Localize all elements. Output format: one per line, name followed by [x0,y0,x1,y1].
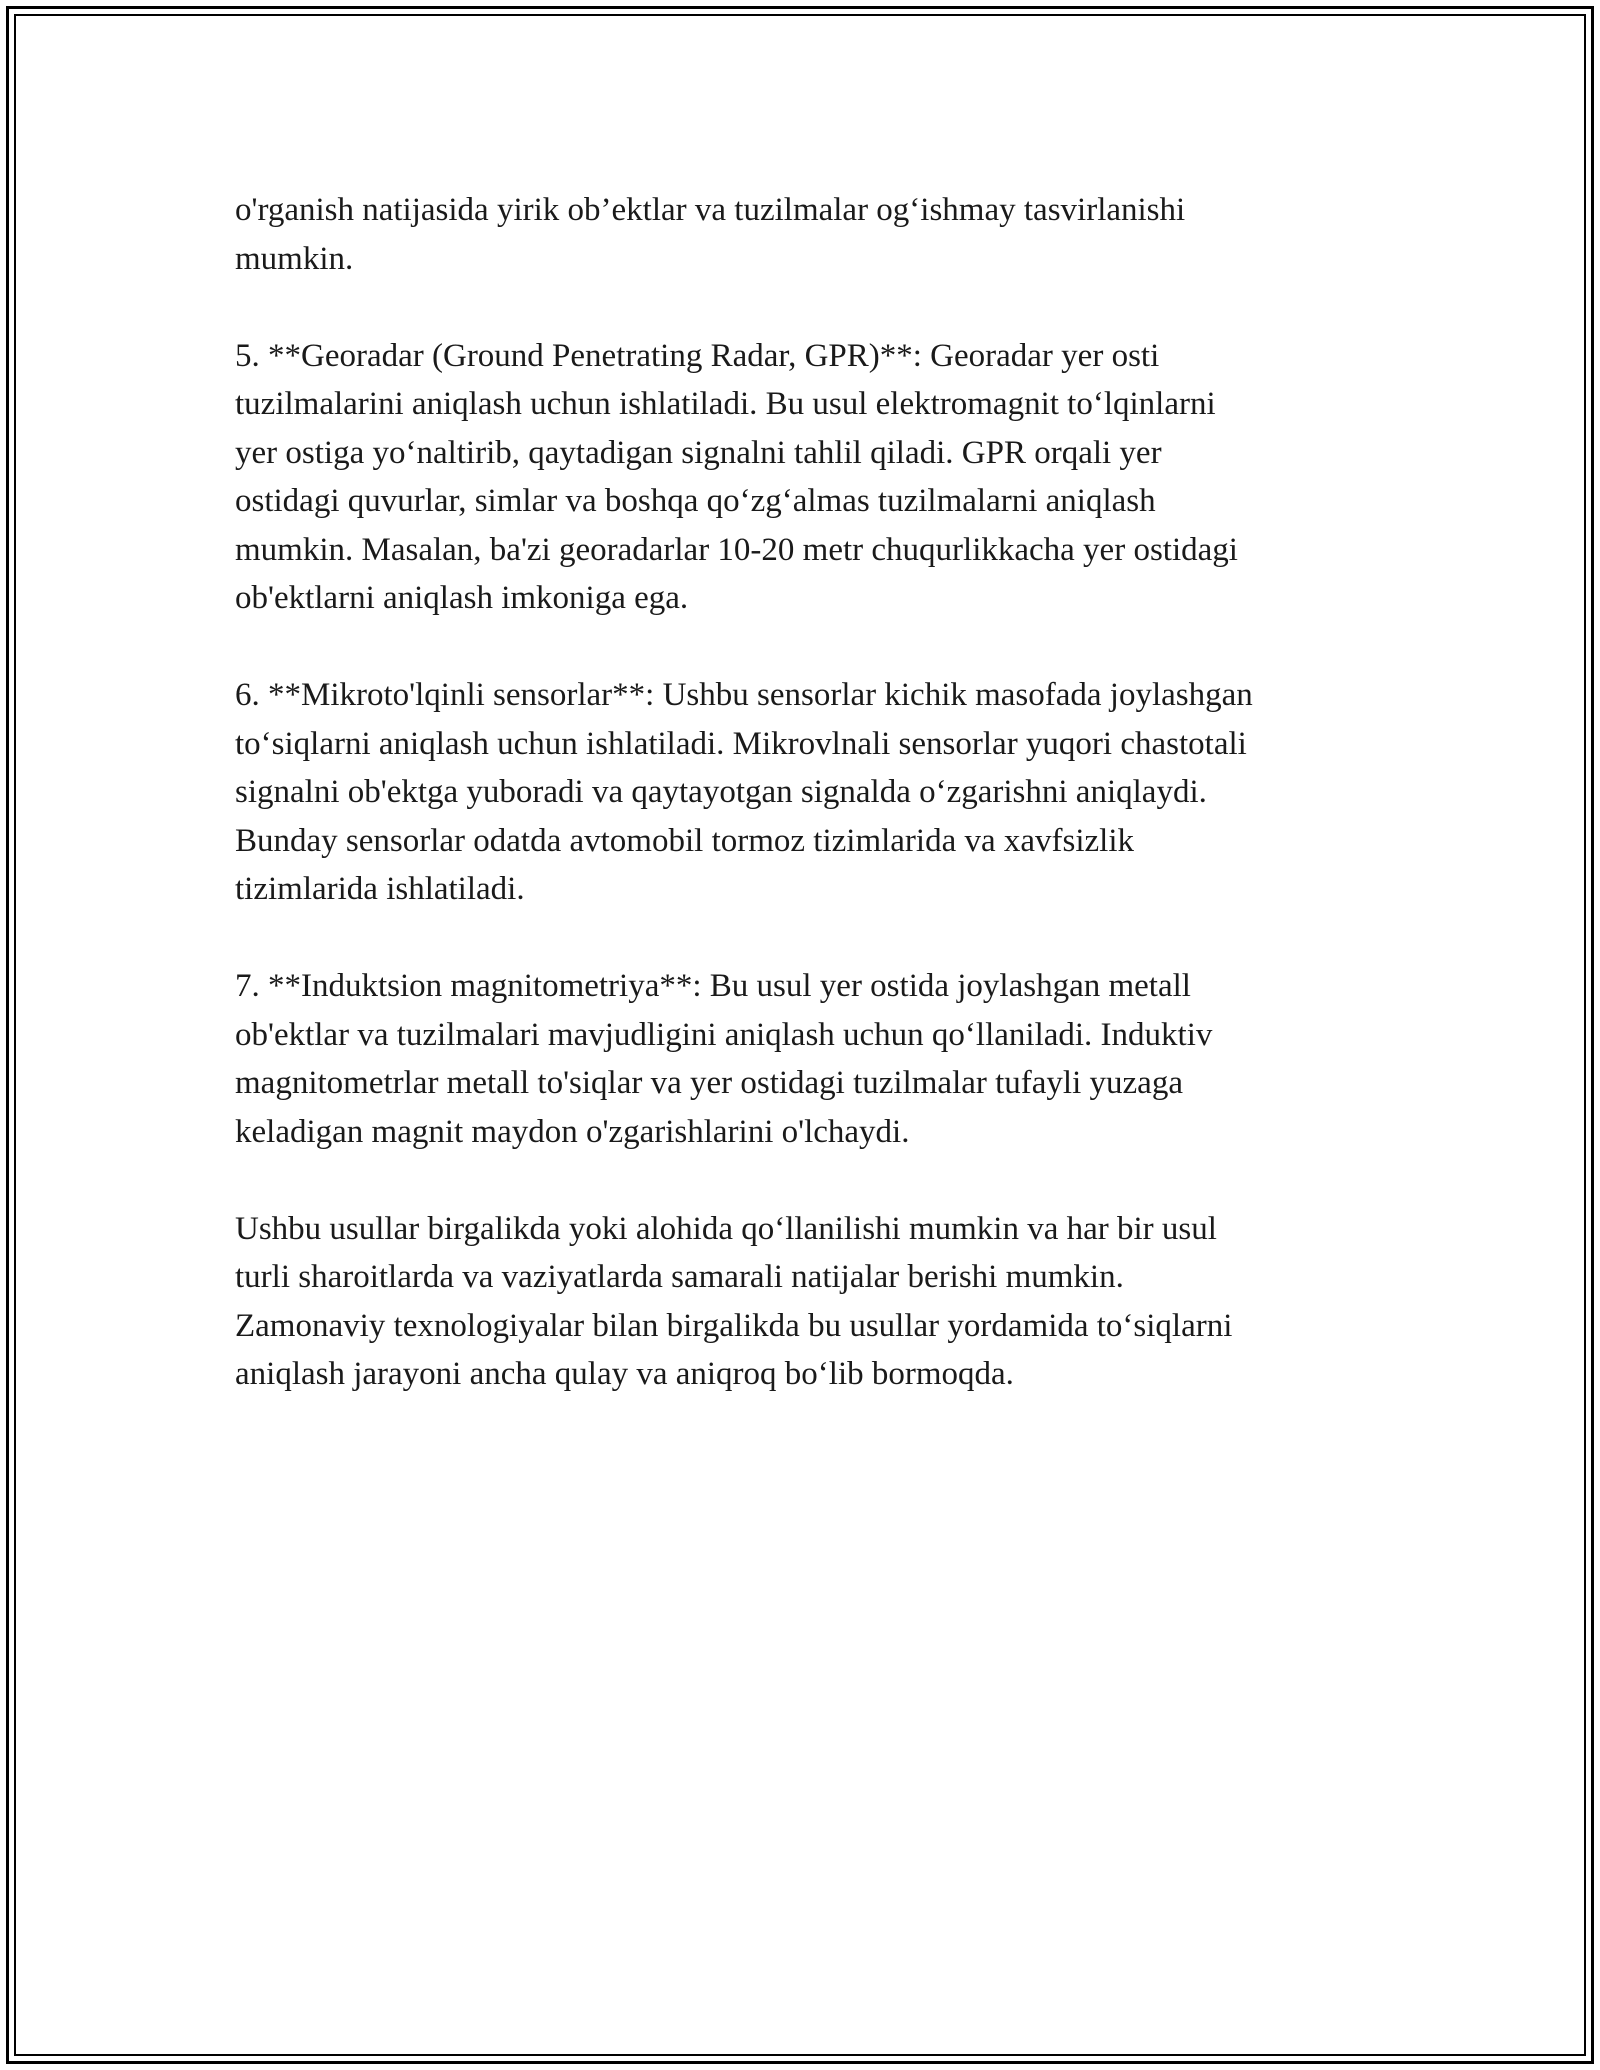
paragraph-microwave-sensors: 6. **Mikroto'lqinli sensorlar**: Ushbu sensorlar kichik masofada joylashgan to‘siqlarni aniqlash uchun ishlatiladi. Mikrovlnali sensorlar yuqori chastotali signalni ob'ektga yuboradi va qaytayotgan signalda o‘zgarishni aniqlaydi. Bunday sensorlar odatda avtomobil tormoz tizimlarida va xavfsizlik tizimlarida ishlatiladi. [235,677,1253,907]
paragraph-conclusion: Ushbu usullar birgalikda yoki alohida qo‘llanilishi mumkin va har bir usul turli sharoitlarda va vaziyatlarda samarali natijalar berishi mumkin. Zamonaviy texnologiyalar bilan birgalikda bu usullar yordamida to‘siqlarni aniqlash jarayoni ancha qulay va aniqroq bo‘lib bormoqda. [235,1210,1233,1392]
paragraph-induction-magnetometry: 7. **Induktsion magnitometriya**: Bu usul yer ostida joylashgan metall ob'ektlar va tuzilmalari mavjudligini aniqlash uchun qo‘llaniladi. Induktiv magnitometrlar metall to'siqlar va yer ostidagi tuzilmalar tufayli yuzaga keladigan magnit maydon o'zgarishlarini o'lchaydi. [235,968,1213,1150]
paragraph-georadar: 5. **Georadar (Ground Penetrating Radar, GPR)**: Georadar yer osti tuzilmalarini aniqlash uchun ishlatiladi. Bu usul elektromagnit to‘lqinlarni yer ostiga yo‘naltirib, qaytadigan signalni tahlil qiladi. GPR orqali yer ostidagi quvurlar, simlar va boshqa qo‘zg‘almas tuzilmalarni aniqlash mumkin. Masalan, ba'zi georadarlar 10-20 metr chuqurlikkacha yer ostidagi ob'ektlarni aniqlash imkoniga ega. [235,337,1238,616]
document-body [235,186,1375,1447]
paragraph-continuation: o'rganish natijasida yirik ob’ektlar va tuzilmalar og‘ishmay tasvirlanishi mumkin. [235,192,1186,277]
